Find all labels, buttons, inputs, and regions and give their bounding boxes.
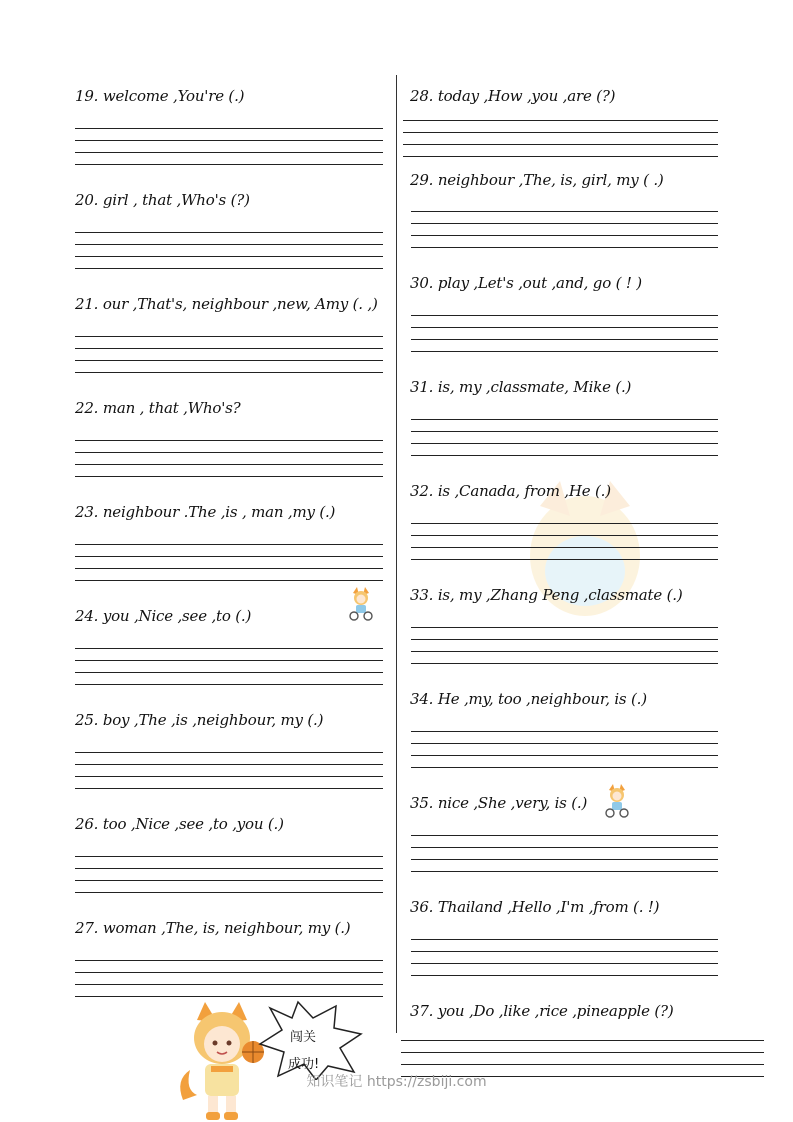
- answer-line: [75, 244, 383, 245]
- answer-line: [411, 755, 718, 756]
- answer-line: [403, 132, 718, 133]
- question-text: 33. is, my ,Zhang Peng ,classmate (.): [410, 586, 683, 604]
- answer-line: [411, 847, 718, 848]
- answer-line: [75, 360, 383, 361]
- answer-line: [411, 535, 718, 536]
- answer-line: [75, 464, 383, 465]
- answer-line: [411, 431, 718, 432]
- answer-line: [411, 835, 718, 836]
- badge-text-line2: 成功!: [288, 1057, 320, 1072]
- answer-line: [411, 247, 718, 248]
- answer-line: [411, 663, 718, 664]
- answer-line: [411, 351, 718, 352]
- answer-line: [411, 975, 718, 976]
- answer-line: [411, 627, 718, 628]
- answer-line: [411, 523, 718, 524]
- answer-line: [75, 788, 383, 789]
- answer-line: [75, 268, 383, 269]
- question-text: 37. you ,Do ,like ,rice ,pineapple (?): [410, 1002, 674, 1020]
- column-divider: [396, 75, 397, 1033]
- answer-line: [75, 648, 383, 649]
- answer-line: [411, 559, 718, 560]
- answer-line: [75, 544, 383, 545]
- answer-line: [75, 776, 383, 777]
- question-text: 35. nice ,She ,very, is (.): [410, 794, 588, 812]
- badge-text-line1: 闯关: [290, 1030, 317, 1045]
- answer-line: [411, 651, 718, 652]
- answer-line: [75, 348, 383, 349]
- answer-line: [411, 223, 718, 224]
- answer-line: [411, 443, 718, 444]
- question-text: 23. neighbour .The ,is , man ,my (.): [75, 503, 336, 521]
- answer-line: [403, 120, 718, 121]
- answer-line: [401, 1064, 764, 1065]
- fox-kid-mascot-icon: [604, 784, 630, 818]
- answer-line: [411, 235, 718, 236]
- answer-line: [75, 452, 383, 453]
- question-text: 36. Thailand ,Hello ,I'm ,from (. !): [410, 898, 660, 916]
- answer-line: [75, 984, 383, 985]
- answer-line: [75, 868, 383, 869]
- answer-line: [411, 939, 718, 940]
- question-text: 32. is ,Canada, from ,He (.): [410, 482, 611, 500]
- answer-line: [411, 871, 718, 872]
- question-text: 27. woman ,The, is, neighbour, my (.): [75, 919, 351, 937]
- answer-line: [75, 892, 383, 893]
- question-text: 28. today ,How ,you ,are (?): [410, 87, 616, 105]
- question-text: 19. welcome ,You're (.): [75, 87, 245, 105]
- answer-line: [75, 152, 383, 153]
- answer-line: [75, 996, 383, 997]
- answer-line: [411, 743, 718, 744]
- question-text: 34. He ,my, too ,neighbour, is (.): [410, 690, 647, 708]
- question-text: 24. you ,Nice ,see ,to (.): [75, 607, 252, 625]
- answer-line: [411, 963, 718, 964]
- fox-kid-mascot-icon: [348, 587, 374, 621]
- question-text: 31. is, my ,classmate, Mike (.): [410, 378, 632, 396]
- answer-line: [403, 144, 718, 145]
- answer-line: [75, 440, 383, 441]
- answer-line: [411, 731, 718, 732]
- answer-line: [401, 1052, 764, 1053]
- answer-line: [75, 476, 383, 477]
- answer-line: [411, 419, 718, 420]
- answer-line: [411, 951, 718, 952]
- answer-line: [401, 1040, 764, 1041]
- question-text: 21. our ,That's, neighbour ,new, Amy (. ,): [75, 295, 378, 313]
- answer-line: [411, 211, 718, 212]
- answer-line: [75, 880, 383, 881]
- question-text: 29. neighbour ,The, is, girl, my ( .): [410, 171, 664, 189]
- answer-line: [75, 232, 383, 233]
- answer-line: [411, 327, 718, 328]
- answer-line: [75, 372, 383, 373]
- answer-line: [411, 339, 718, 340]
- answer-line: [75, 752, 383, 753]
- answer-line: [75, 960, 383, 961]
- answer-line: [75, 672, 383, 673]
- question-text: 22. man , that ,Who's?: [75, 399, 241, 417]
- answer-line: [75, 140, 383, 141]
- answer-line: [75, 556, 383, 557]
- answer-line: [75, 764, 383, 765]
- question-text: 30. play ,Let's ,out ,and, go ( ! ): [410, 274, 642, 292]
- answer-line: [411, 455, 718, 456]
- answer-line: [75, 128, 383, 129]
- answer-line: [75, 336, 383, 337]
- fox-kid-mascot-icon: [175, 1000, 270, 1122]
- answer-line: [75, 856, 383, 857]
- answer-line: [411, 767, 718, 768]
- answer-line: [75, 972, 383, 973]
- answer-line: [75, 660, 383, 661]
- watermark: 知识笔记 https://zsbiji.com: [306, 1074, 487, 1090]
- answer-line: [75, 568, 383, 569]
- answer-line: [411, 859, 718, 860]
- answer-line: [411, 547, 718, 548]
- question-text: 20. girl , that ,Who's (?): [75, 191, 250, 209]
- answer-line: [75, 164, 383, 165]
- question-text: 25. boy ,The ,is ,neighbour, my (.): [75, 711, 324, 729]
- answer-line: [75, 580, 383, 581]
- answer-line: [411, 315, 718, 316]
- answer-line: [75, 256, 383, 257]
- answer-line: [75, 684, 383, 685]
- answer-line: [403, 156, 718, 157]
- answer-line: [411, 639, 718, 640]
- question-text: 26. too ,Nice ,see ,to ,you (.): [75, 815, 284, 833]
